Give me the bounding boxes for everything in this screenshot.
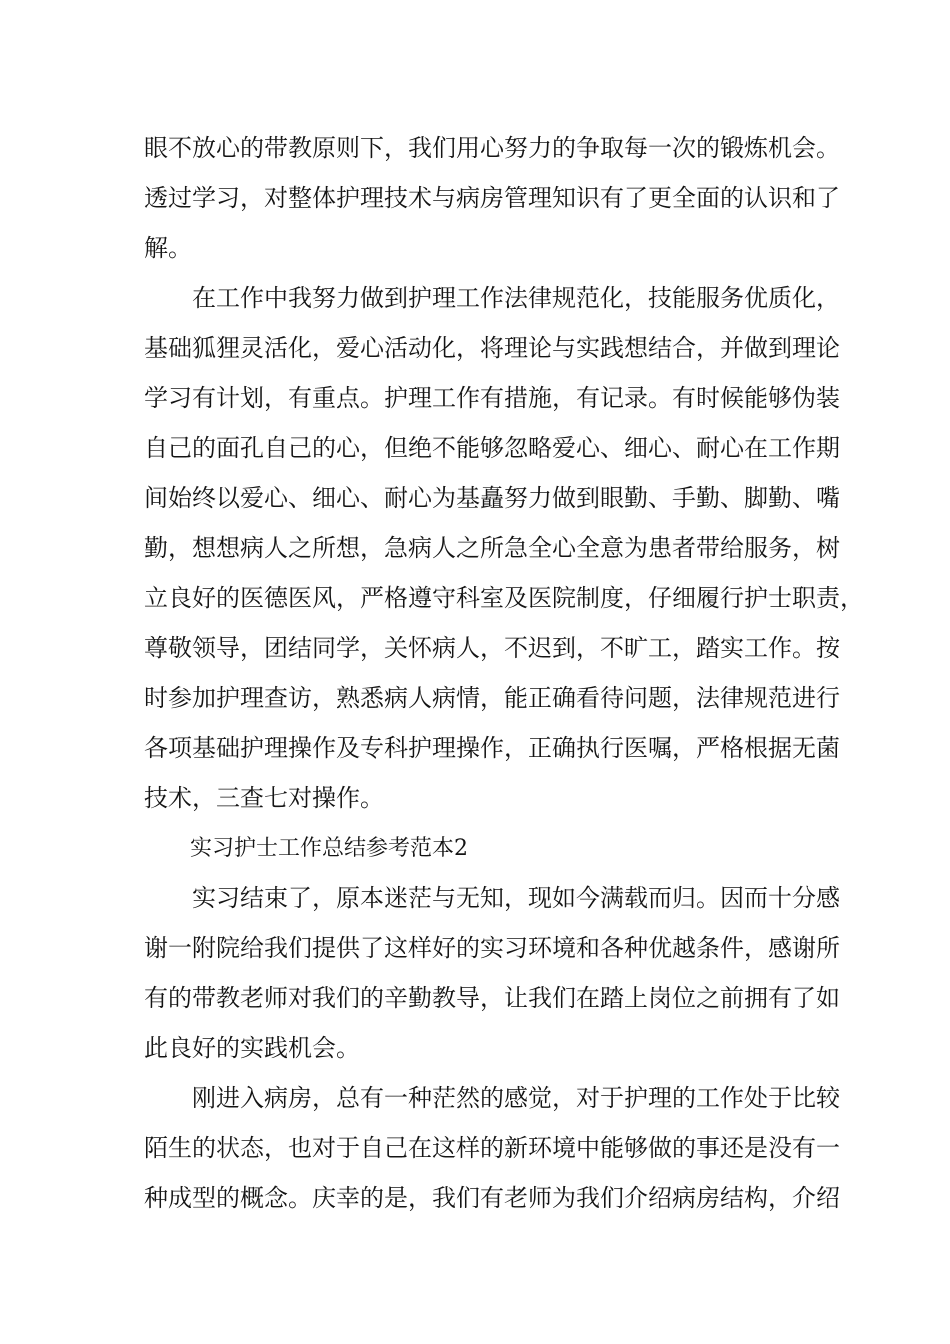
text-line: 间始终以爱心、细心、耐心为基矗努力做到眼勤、手勤、脚勤、嘴 [144,484,840,512]
text-line: 勤，想想病人之所想，急病人之所急全心全意为患者带给服务，树 [144,534,840,562]
paragraph-first-line: 刚进入病房，总有一种茫然的感觉，对于护理的工作处于比较 [192,1084,840,1112]
section-heading: 实习护士工作总结参考范本2 [190,836,468,861]
text-line: 种成型的概念。庆幸的是，我们有老师为我们介绍病房结构，介绍 [144,1184,840,1212]
text-line: 尊敬领导，团结同学，关怀病人，不迟到，不旷工，踏实工作。按 [144,634,840,662]
text-line: 技术，三查七对操作。 [144,784,384,812]
text-line: 透过学习，对整体护理技术与病房管理知识有了更全面的认识和了 [144,184,840,212]
text-line: 学习有计划，有重点。护理工作有措施，有记录。有时候能够伪装 [144,384,840,412]
text-line: 谢一附院给我们提供了这样好的实习环境和各种优越条件，感谢所 [144,934,840,962]
text-line: 此良好的实践机会。 [144,1034,360,1062]
text-line: 基础狐狸灵活化，爱心活动化，将理论与实践想结合，并做到理论 [144,334,840,362]
text-line: 各项基础护理操作及专科护理操作，正确执行医嘱，严格根据无菌 [144,734,840,762]
text-line: 自己的面孔自己的心，但绝不能够忽略爱心、细心、耐心在工作期 [144,434,840,462]
paragraph-first-line: 在工作中我努力做到护理工作法律规范化，技能服务优质化， [192,284,840,312]
text-line: 时参加护理查访，熟悉病人病情，能正确看待问题，法律规范进行 [144,684,840,712]
text-line: 陌生的状态，也对于自己在这样的新环境中能够做的事还是没有一 [144,1134,840,1162]
text-line: 立良好的医德医风，严格遵守科室及医院制度，仔细履行护士职责， [144,584,864,612]
text-line: 眼不放心的带教原则下，我们用心努力的争取每一次的锻炼机会。 [144,134,840,162]
text-line: 有的带教老师对我们的辛勤教导，让我们在踏上岗位之前拥有了如 [144,984,840,1012]
paragraph-first-line: 实习结束了，原本迷茫与无知，现如今满载而归。因而十分感 [192,884,840,912]
text-line: 解。 [144,234,192,262]
